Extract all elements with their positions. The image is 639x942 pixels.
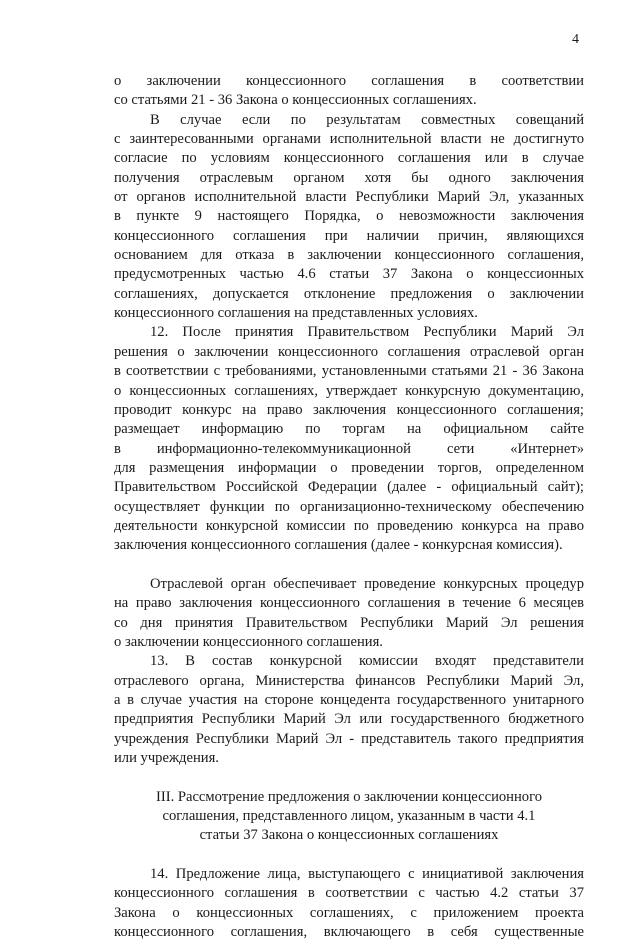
text-line: концессионного соглашения в соответствии с частью 4.2 статьи 37 — [114, 885, 584, 902]
text-line: осуществляет функции по организационно-техническому обеспечению — [114, 498, 584, 515]
text-line: решения о заключении концессионного соглашения отраслевой орган — [114, 343, 584, 360]
section-heading — [114, 788, 584, 846]
document-body — [114, 72, 584, 942]
text-line: на право заключения концессионного соглашения в течение 6 месяцев — [114, 595, 584, 612]
paragraph — [114, 323, 584, 555]
page-number: 4 — [572, 32, 579, 47]
paragraph — [114, 72, 584, 111]
text-line: о заключении концессионного соглашения в соответствии — [114, 73, 584, 89]
text-line: заключения концессионного соглашения (далее - конкурсная комиссия). — [114, 537, 563, 554]
text-line: Отраслевой орган обеспечивает проведение конкурсных процедур — [150, 575, 584, 592]
heading-line: соглашения, представленного лицом, указанным в части 4.1 — [162, 808, 536, 825]
text-line: 13. В состав конкурсной комиссии входят представители — [150, 653, 584, 670]
text-line: деятельности конкурсной комиссии по проведению конкурса на право — [114, 517, 584, 534]
text-line: 14. Предложение лица, выступающего с инициативой заключения — [150, 866, 584, 883]
paragraph — [114, 111, 584, 324]
text-line: соглашениях, допускается отклонение предложения о заключении — [114, 285, 584, 302]
text-line: 12. После принятия Правительством Республики Марий Эл — [150, 324, 584, 341]
text-line: концессионного соглашения, включающего в себя существенные — [114, 924, 584, 941]
text-line: с заинтересованными органами исполнительной власти не достигнуто — [114, 131, 584, 148]
paragraph — [114, 652, 584, 768]
text-line: проводит конкурс на право заключения концессионного соглашения; — [114, 401, 584, 418]
text-line: в информационно-телекоммуникационной сети «Интернет» — [114, 440, 584, 457]
text-line: со дня принятия Правительством Республики Марий Эл решения — [114, 614, 584, 631]
text-line: а в случае участия на стороне концедента государственного унитарного — [114, 692, 584, 708]
text-line: В случае если по результатам совместных совещаний — [150, 111, 584, 128]
text-line: концессионного соглашения при наличии причин, являющихся — [114, 227, 584, 244]
heading-line: статьи 37 Закона о концессионных соглашениях — [199, 827, 499, 844]
paragraph-gap — [114, 768, 584, 787]
text-line: концессионного соглашения на представленных условиях. — [114, 305, 478, 322]
text-line: получения отраслевым органом хотя бы одного заключения — [114, 169, 584, 186]
text-line: от органов исполнительной власти Республики Марий Эл, указанных — [114, 189, 584, 206]
paragraph-gap — [114, 556, 584, 575]
text-line: учреждения Республики Марий Эл - представитель такого предприятия — [114, 730, 584, 747]
text-line: о заключении концессионного соглашения. — [114, 633, 383, 650]
text-line: согласие по условиям концессионного соглашения или в случае — [114, 150, 584, 167]
text-line: размещает информацию по торгам на официальном сайте — [114, 421, 584, 438]
text-line: Закона о концессионных соглашениях, с приложением проекта — [114, 904, 584, 921]
heading-line: III. Рассмотрение предложения о заключении концессионного — [155, 788, 543, 805]
text-line: предусмотренных частью 4.6 статьи 37 Закона о концессионных — [114, 266, 584, 283]
text-line: отраслевого органа, Министерства финансов Республики Марий Эл, — [114, 672, 584, 689]
text-line: предприятия Республики Марий Эл или государственного бюджетного — [114, 711, 584, 728]
text-line: о концессионных соглашениях, утверждает конкурсную документацию, — [114, 382, 584, 399]
text-line: в соответствии с требованиями, установленными статьями 21 - 36 Закона — [114, 363, 584, 380]
text-line: для размещения информации о проведении торгов, определенном — [114, 459, 584, 476]
paragraph — [114, 575, 584, 652]
paragraph — [114, 865, 584, 942]
text-line: основанием для отказа в заключении концессионного соглашения, — [114, 247, 584, 264]
text-line: в пункте 9 настоящего Порядка, о невозможности заключения — [114, 208, 584, 225]
text-line: или учреждения. — [114, 750, 219, 767]
text-line: Правительством Российской Федерации (далее - официальный сайт); — [114, 479, 584, 496]
text-line: со статьями 21 - 36 Закона о концессионных соглашениях. — [114, 92, 477, 109]
paragraph-gap — [114, 846, 584, 865]
